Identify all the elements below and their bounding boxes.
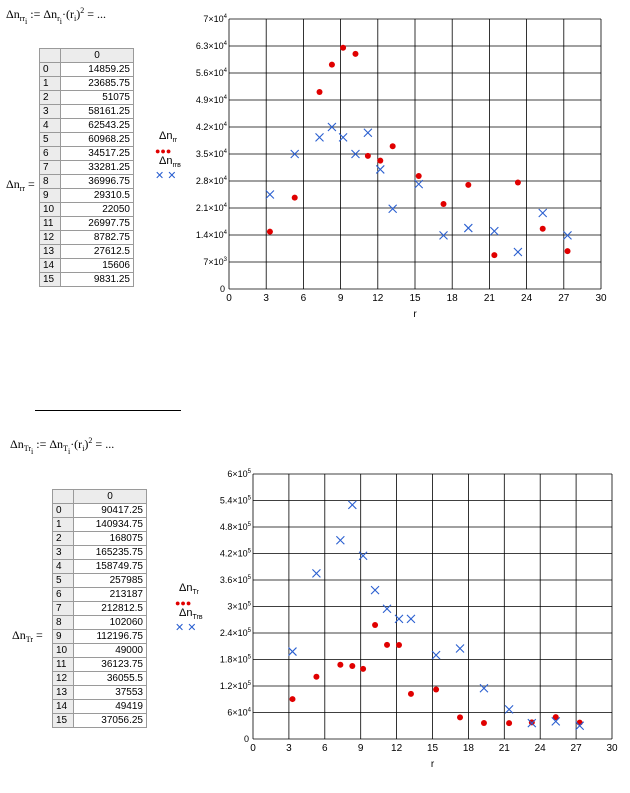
row-index: 14 [40, 259, 61, 273]
y-tick-mantissa: 1.2×10 [219, 681, 248, 691]
data-point-dot [377, 158, 383, 164]
matrix-col-header: 0 [61, 49, 134, 63]
data-point-dot [317, 89, 323, 95]
data-point-dot [441, 201, 447, 207]
y-tick-mantissa: 3.6×10 [219, 575, 248, 585]
y-tick-label [196, 149, 228, 159]
data-point-dot [396, 642, 402, 648]
y-tick-label [220, 549, 252, 559]
legend-s2-sub: rrв [172, 162, 181, 169]
y-tick-mantissa: 0 [243, 734, 249, 744]
row-value: 158749.75 [74, 560, 147, 574]
data-point-cross [364, 129, 372, 137]
row-value: 22050 [61, 203, 134, 217]
eq2-tail: = ... [95, 437, 115, 451]
y-tick-mantissa: 6×10 [227, 469, 248, 479]
y-tick-label [220, 628, 252, 638]
y-tick-label [196, 176, 228, 186]
row-value: 8782.75 [61, 231, 134, 245]
legend-s1-sub: rr [172, 137, 178, 144]
y-tick-mantissa: 7×10 [203, 14, 224, 24]
scatter-chart-top [0, 0, 630, 340]
y-tick-label [244, 734, 249, 744]
row-value: 60968.25 [61, 133, 134, 147]
row-index: 13 [40, 245, 61, 259]
equation-bottom: $\Delta n_{Tr_i}$ := $\Delta n_{T_i}\cdot(r_i)^2$ = ... [10, 436, 115, 456]
y-tick-mantissa: 4.2×10 [195, 122, 224, 132]
row-value: 62543.25 [61, 119, 134, 133]
row-value: 23685.75 [61, 77, 134, 91]
row-index: 7 [53, 602, 74, 616]
eq-lhs-sub: rr [19, 14, 26, 23]
row-value: 33281.25 [61, 161, 134, 175]
row-value: 49000 [74, 644, 147, 658]
x-tick-label: 0 [250, 743, 256, 754]
data-point-dot [515, 179, 521, 185]
data-point-dot [365, 153, 371, 159]
matrix2-label-eq: = [36, 628, 43, 642]
y-tick-mantissa: 2.4×10 [219, 628, 248, 638]
y-tick-label [203, 257, 227, 267]
y-tick-exponent: 5 [247, 601, 251, 608]
row-value: 257985 [74, 574, 147, 588]
row-value: 112196.75 [74, 630, 147, 644]
legend-s1-marker: ●●● [155, 146, 172, 156]
eq-rhs-subsub: i [59, 17, 63, 26]
x-tick-label: 6 [322, 743, 328, 754]
eq2-rhs-sub: T [63, 444, 68, 453]
equation-top: $\Delta n_{rr_i}$ := $\Delta n_{r_i}\cdot(r_i)^2$ = ... [6, 6, 107, 26]
row-index: 12 [40, 231, 61, 245]
row-index: 6 [40, 147, 61, 161]
x-tick-label: 9 [337, 293, 344, 304]
y-tick-exponent: 5 [247, 522, 251, 528]
row-value: 34517.25 [61, 147, 134, 161]
row-index: 7 [40, 161, 61, 175]
y-tick-exponent: 5 [247, 681, 251, 687]
data-point-dot [416, 173, 422, 179]
data-point-dot [289, 696, 295, 702]
matrix-label-name: Δn [6, 177, 20, 191]
y-tick-mantissa: 4.8×10 [219, 522, 248, 532]
row-value: 213187 [74, 588, 147, 602]
legend-s2-name: Δn [159, 155, 173, 167]
eq2-r-sub: i [82, 444, 85, 453]
data-point-dot [337, 662, 343, 668]
eq-rhs-mid: ·(r [62, 7, 75, 21]
row-value: 36996.75 [61, 175, 134, 189]
row-value: 58161.25 [61, 105, 134, 119]
matrix2-col-header: 0 [74, 490, 147, 504]
y-tick-exponent: 4 [223, 230, 227, 236]
data-point-dot [457, 714, 463, 720]
legend2-s2-name: Δn [179, 607, 193, 619]
eq-lhs-subsub: i [25, 17, 28, 26]
y-tick-exponent: 5 [247, 628, 251, 634]
data-point-dot [313, 674, 319, 680]
data-point-dot [390, 143, 396, 149]
x-tick-label: 27 [558, 293, 570, 304]
row-index: 6 [53, 588, 74, 602]
scatter-chart-bottom [0, 440, 630, 793]
y-tick-label [220, 496, 252, 506]
y-tick-label [196, 41, 228, 51]
y-tick-exponent: 4 [223, 203, 227, 209]
legend-s2-marker: ✕ ✕ [155, 170, 177, 182]
y-tick-mantissa: 3.5×10 [195, 149, 224, 159]
eq2-rhs-end: ) [84, 437, 89, 451]
eq-rhs-end: ) [76, 7, 81, 21]
data-point-dot [292, 195, 298, 201]
eq2-lhs-subsub: i [31, 447, 34, 456]
y-tick-mantissa: 5.6×10 [195, 68, 224, 78]
row-value: 26997.75 [61, 217, 134, 231]
row-index: 3 [40, 105, 61, 119]
row-index: 0 [53, 504, 74, 518]
y-tick-label [227, 469, 251, 479]
y-tick-label [203, 14, 227, 24]
row-value: 102060 [74, 616, 147, 630]
data-point-dot [340, 45, 346, 51]
y-tick-mantissa: 4.2×10 [219, 548, 248, 559]
x-tick-label: 24 [534, 743, 546, 754]
y-tick-label [220, 575, 252, 585]
row-index: 2 [40, 91, 61, 105]
data-point-dot [360, 666, 366, 672]
data-point-cross [359, 552, 367, 560]
data-point-dot [329, 62, 335, 68]
row-index: 2 [53, 532, 74, 546]
y-tick-label [227, 708, 251, 718]
x-tick-label: 30 [606, 743, 618, 754]
x-tick-label: 15 [409, 293, 421, 304]
y-tick-mantissa: 5.4×10 [219, 495, 248, 506]
x-tick-label: 24 [521, 293, 533, 304]
data-point-cross [389, 205, 397, 213]
y-tick-exponent: 4 [223, 95, 227, 101]
y-tick-label [196, 230, 228, 240]
y-tick-mantissa: 2.1×10 [195, 203, 224, 213]
divider [35, 410, 181, 411]
data-point-cross [288, 648, 296, 656]
data-point-dot [352, 51, 358, 57]
y-tick-label [227, 602, 251, 612]
eq2-power: 2 [88, 436, 93, 445]
y-tick-label [220, 681, 252, 691]
row-value: 29310.5 [61, 189, 134, 203]
x-tick-label: 3 [263, 293, 269, 304]
y-tick-mantissa: 2.8×10 [195, 176, 224, 186]
x-tick-label: 21 [498, 743, 510, 754]
x-tick-label: 9 [357, 743, 364, 754]
data-point-cross [432, 651, 440, 659]
matrix2-label-name: Δn [12, 628, 26, 642]
legend2-s2-marker: ✕ ✕ [175, 622, 197, 634]
eq-r-sub: i [74, 14, 77, 23]
data-point-dot [408, 691, 414, 697]
row-value: 51075 [61, 91, 134, 105]
data-point-cross [371, 586, 379, 594]
data-point-cross [395, 615, 403, 623]
y-tick-mantissa: 6×10 [227, 707, 248, 718]
y-tick-label [196, 203, 228, 213]
y-tick-exponent: 5 [247, 495, 251, 502]
y-tick-exponent: 4 [247, 707, 251, 714]
y-tick-mantissa: 0 [219, 284, 225, 294]
legend2-s1-marker: ●●● [175, 598, 192, 608]
y-tick-label [196, 95, 228, 105]
data-point-cross [490, 227, 498, 235]
data-point-dot [433, 686, 439, 692]
y-tick-exponent: 5 [247, 469, 251, 475]
eq2-rhs-subsub: i [67, 447, 71, 456]
x-tick-label: 6 [300, 293, 307, 304]
data-point-cross [539, 209, 547, 217]
y-tick-exponent: 3 [223, 257, 227, 263]
eq-rhs-sub: r [57, 14, 60, 23]
row-index: 11 [53, 658, 74, 672]
y-tick-exponent: 4 [223, 122, 227, 128]
data-point-dot [565, 248, 571, 254]
x-tick-label: 15 [426, 743, 439, 754]
eq-power: 2 [80, 6, 85, 15]
x-tick-label: 3 [286, 743, 292, 754]
data-point-dot [267, 229, 273, 235]
x-tick-label: 18 [446, 293, 458, 304]
row-index: 10 [40, 203, 61, 217]
y-tick-exponent: 5 [247, 654, 251, 661]
data-point-cross [407, 615, 415, 623]
legend2-s1-sub: Tr [192, 589, 199, 596]
row-index: 4 [53, 560, 74, 574]
data-point-cross [312, 569, 320, 577]
row-index: 3 [53, 546, 74, 560]
data-point-dot [349, 663, 355, 669]
y-tick-exponent: 4 [223, 41, 227, 47]
row-index: 9 [53, 630, 74, 644]
matrix-label-eq: = [28, 177, 35, 191]
y-tick-mantissa: 4.9×10 [195, 95, 224, 105]
row-index: 5 [53, 574, 74, 588]
x-tick-label: 30 [595, 293, 607, 304]
eq-lhs: Δn [6, 7, 20, 21]
row-value: 36055.5 [74, 672, 147, 686]
eq2-lhs: Δn [10, 437, 24, 451]
matrix2-label-sub: Tr [25, 635, 33, 644]
row-value: 37553 [74, 686, 147, 700]
data-point-dot [577, 720, 583, 726]
legend2-s1-name: Δn [179, 582, 193, 594]
row-value: 37056.25 [74, 714, 147, 728]
y-tick-mantissa: 6.3×10 [195, 41, 224, 51]
data-point-dot [506, 720, 512, 726]
y-tick-exponent: 5 [247, 548, 251, 555]
data-point-cross [456, 644, 464, 652]
row-index: 5 [40, 133, 61, 147]
data-point-dot [491, 252, 497, 258]
data-point-cross [348, 501, 356, 509]
data-point-cross [464, 224, 472, 232]
data-point-dot [372, 622, 378, 628]
y-tick-exponent: 4 [223, 176, 227, 182]
row-index: 4 [40, 119, 61, 133]
row-index: 11 [40, 217, 61, 231]
y-tick-label [220, 284, 225, 294]
y-tick-exponent: 5 [247, 575, 251, 581]
matrix-label-sub: rr [19, 184, 26, 193]
x-tick-label: 0 [226, 293, 232, 304]
data-point-dot [481, 720, 487, 726]
x-tick-label: 12 [391, 743, 403, 754]
row-index: 14 [53, 700, 74, 714]
row-value: 165235.75 [74, 546, 147, 560]
eq2-rhs-mid: ·(r [70, 437, 83, 451]
x-tick-label: 21 [483, 293, 495, 304]
row-index: 8 [53, 616, 74, 630]
row-value: 36123.75 [74, 658, 147, 672]
row-index: 8 [40, 175, 61, 189]
x-axis-label: r [430, 759, 435, 770]
eq-tail: = ... [87, 7, 107, 21]
data-point-cross [480, 684, 488, 692]
eq2-lhs-sub: Tr [23, 444, 31, 453]
row-index: 15 [53, 714, 74, 728]
row-value: 90417.25 [74, 504, 147, 518]
row-index: 9 [40, 189, 61, 203]
x-tick-label: 12 [372, 293, 384, 304]
y-tick-exponent: 4 [223, 68, 227, 74]
row-index: 10 [53, 644, 74, 658]
y-tick-exponent: 4 [223, 14, 227, 20]
eq-rhs: Δn [43, 7, 58, 21]
row-value: 27612.5 [61, 245, 134, 259]
row-value: 140934.75 [74, 518, 147, 532]
row-value: 212812.5 [74, 602, 147, 616]
y-tick-exponent: 4 [223, 149, 227, 155]
data-point-cross [266, 191, 274, 199]
eq2-rhs: Δn [49, 437, 64, 451]
y-tick-mantissa: 1.8×10 [219, 654, 248, 665]
y-tick-mantissa: 7×10 [203, 257, 224, 267]
data-point-dot [540, 226, 546, 232]
legend-s1-name: Δn [159, 130, 173, 142]
data-point-cross [316, 133, 324, 141]
data-point-cross [514, 248, 522, 256]
x-tick-label: 27 [570, 743, 582, 754]
row-value: 15606 [61, 259, 134, 273]
data-point-cross [383, 605, 391, 613]
row-index: 12 [53, 672, 74, 686]
row-value: 9831.25 [61, 273, 134, 287]
y-tick-label [220, 522, 252, 532]
data-point-dot [384, 642, 390, 648]
row-index: 0 [40, 63, 61, 77]
y-tick-label [220, 655, 252, 665]
legend2-s2-sub: Trв [192, 614, 203, 621]
row-index: 1 [53, 518, 74, 532]
row-index: 15 [40, 273, 61, 287]
row-value: 168075 [74, 532, 147, 546]
x-axis-label: r [413, 309, 417, 320]
data-point-dot [465, 182, 471, 188]
y-tick-label [196, 68, 228, 78]
data-point-cross [336, 536, 344, 544]
y-tick-label [196, 122, 228, 132]
row-value: 49419 [74, 700, 147, 714]
row-index: 1 [40, 77, 61, 91]
row-index: 13 [53, 686, 74, 700]
y-tick-mantissa: 1.4×10 [195, 230, 224, 240]
row-value: 14859.25 [61, 63, 134, 77]
x-tick-label: 18 [462, 743, 474, 754]
y-tick-mantissa: 3×10 [227, 601, 248, 612]
